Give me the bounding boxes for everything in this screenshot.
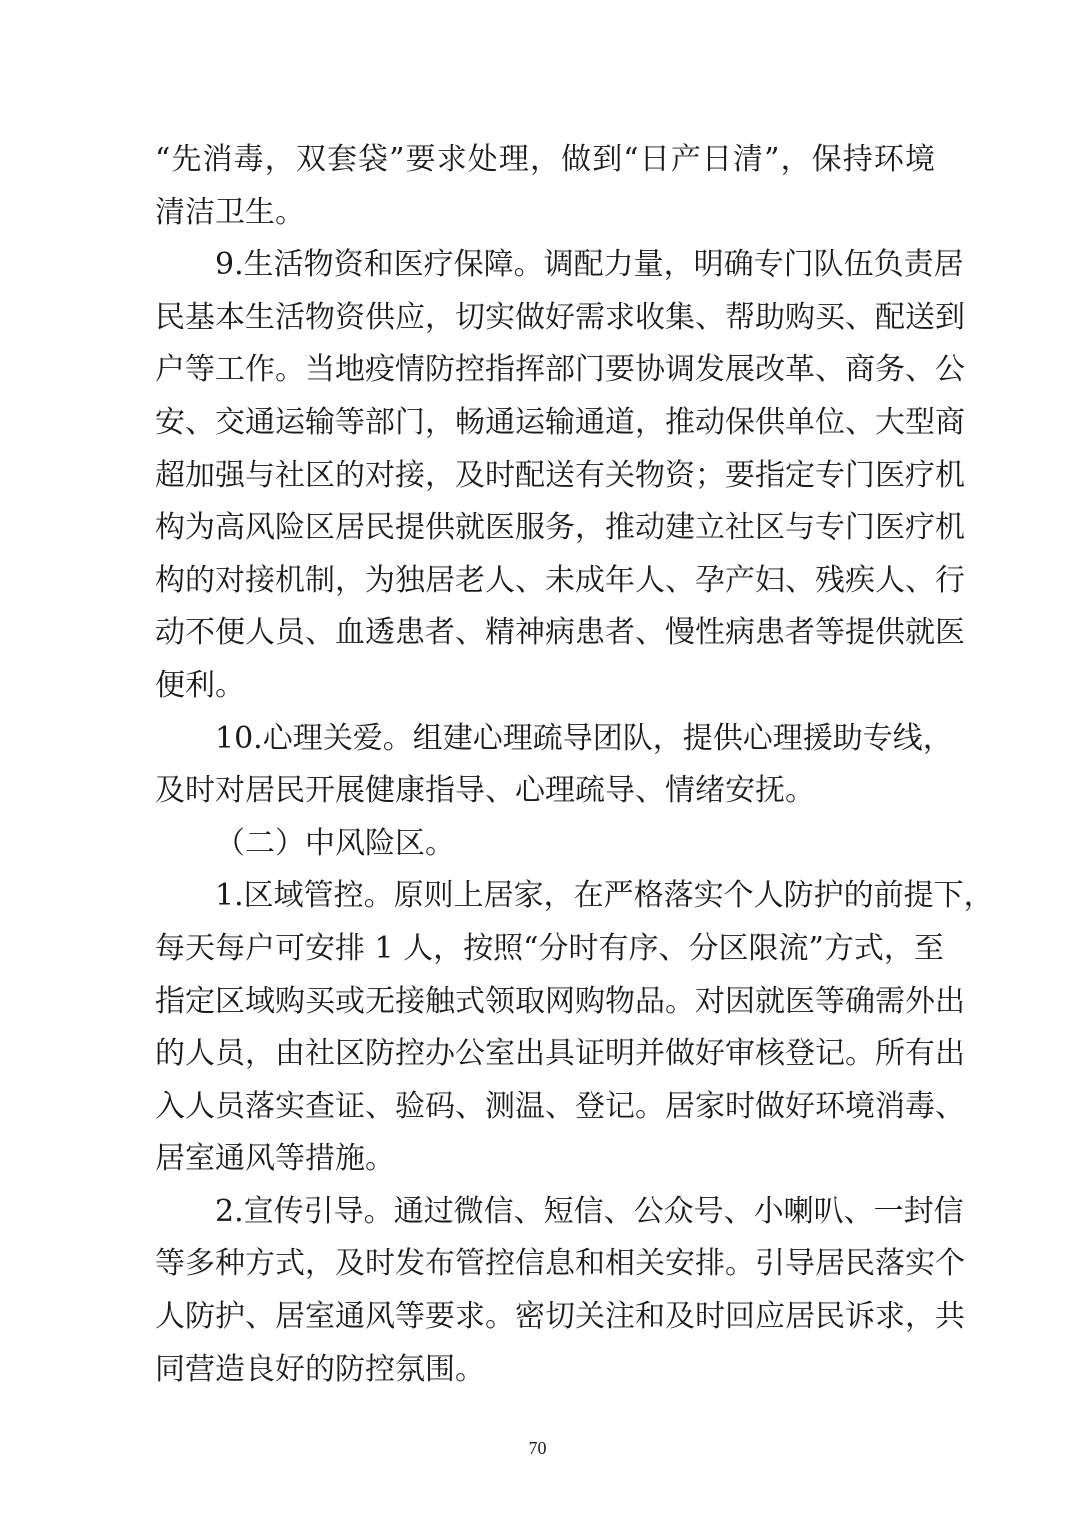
text-line: 及时对居民开展健康指导、心理疏导、情绪安抚。 xyxy=(155,773,815,809)
text-line: 同营造良好的防控氛围。 xyxy=(155,1351,485,1387)
text-line: 居室通风等措施。 xyxy=(155,1141,395,1177)
text-line: “先消毒，双套袋”要求处理，做到“日产日清”，保持环境 xyxy=(155,142,935,177)
text-line: 每天每户可安排 1 人，按照“分时有序、分区限流”方式，至 xyxy=(155,930,944,966)
text-line: 2.宣传引导。通过微信、短信、公众号、小喇叭、一封信 xyxy=(215,1193,964,1229)
text-line: 清洁卫生。 xyxy=(155,194,305,230)
text-line: 超加强与社区的对接，及时配送有关物资；要指定专门医疗机 xyxy=(155,457,965,493)
text-line: 民基本生活物资供应，切实做好需求收集、帮助购买、配送到 xyxy=(155,299,965,335)
text-line: 动不便人员、血透患者、精神病患者、慢性病患者等提供就医 xyxy=(155,615,965,651)
text-line: 安、交通运输等部门，畅通运输通道，推动保供单位、大型商 xyxy=(155,404,965,440)
body-text xyxy=(155,134,994,1396)
text-line: （二）中风险区。 xyxy=(215,825,455,861)
text-line: 构为高风险区居民提供就医服务，推动建立社区与专门医疗机 xyxy=(155,510,965,546)
text-line: 人防护、居室通风等要求。密切关注和及时回应居民诉求，共 xyxy=(155,1299,965,1335)
text-line: 入人员落实查证、验码、测温、登记。居家时做好环境消毒、 xyxy=(155,1088,965,1124)
text-line: 户等工作。当地疫情防控指挥部门要协调发展改革、商务、公 xyxy=(155,352,965,388)
text-line: 9.生活物资和医疗保障。调配力量，明确专门队伍负责居 xyxy=(215,247,964,283)
text-line: 的人员，由社区防控办公室出具证明并做好审核登记。所有出 xyxy=(155,1036,965,1072)
page-number: 70 xyxy=(528,1438,547,1458)
text-line: 等多种方式，及时发布管控信息和相关安排。引导居民落实个 xyxy=(155,1246,965,1282)
text-line: 构的对接机制，为独居老人、未成年人、孕产妇、残疾人、行 xyxy=(155,562,965,598)
text-line: 便利。 xyxy=(155,667,245,703)
text-line: 1.区域管控。原则上居家，在严格落实个人防护的前提下， xyxy=(215,878,994,914)
text-line: 指定区域购买或无接触式领取网购物品。对因就医等确需外出 xyxy=(155,983,965,1019)
text-line: 10.心理关爱。组建心理疏导团队，提供心理援助专线， xyxy=(215,720,953,756)
